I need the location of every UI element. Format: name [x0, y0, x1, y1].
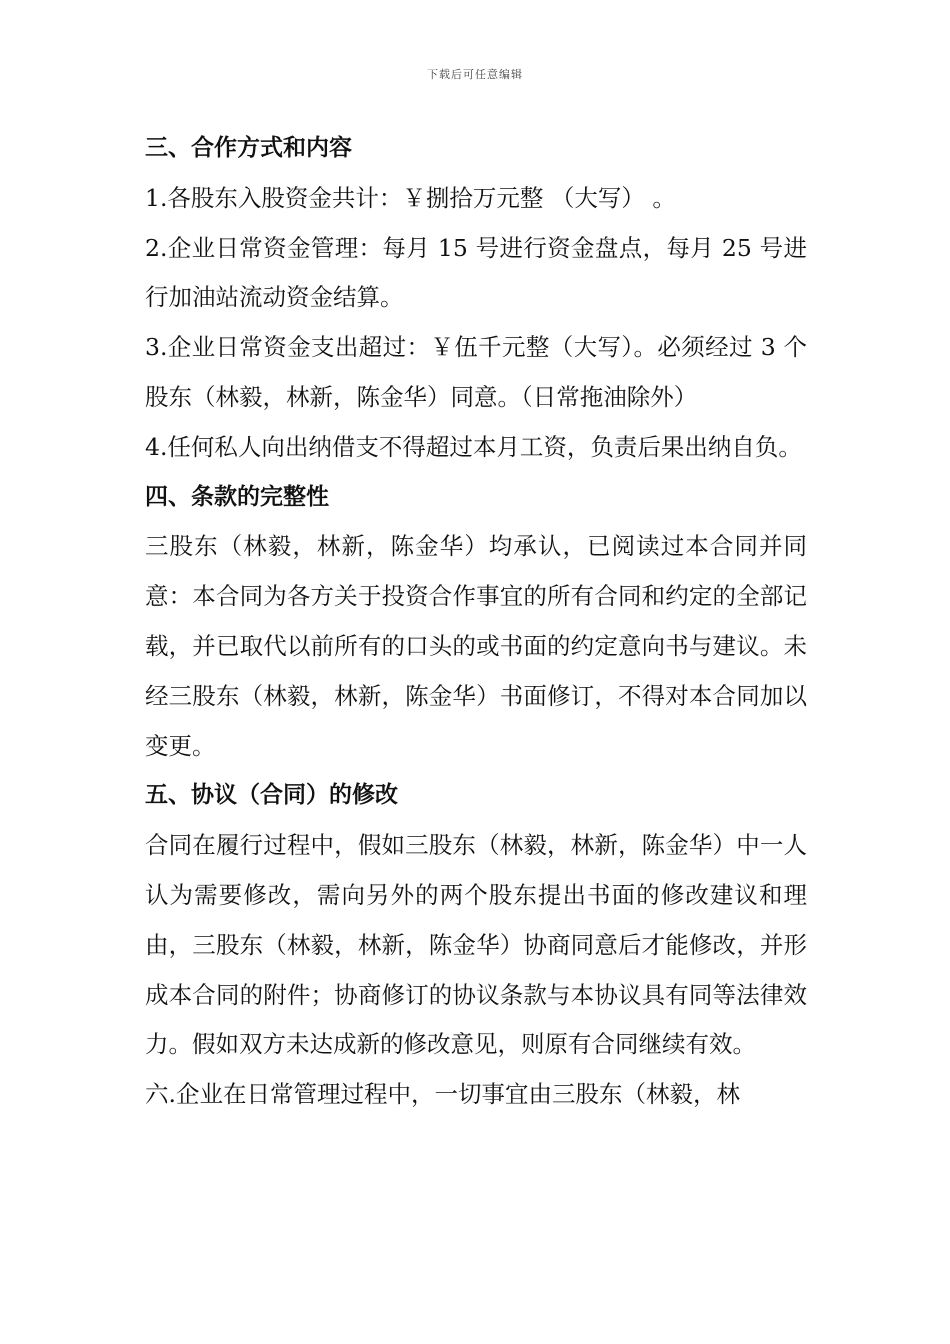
clause-2-fund-management: 2.企业日常资金管理：每月 15 号进行资金盘点，每月 25 号进行加油站流动资金结算。	[145, 233, 807, 312]
clause-3-expense-approval: 3.企业日常资金支出超过：￥伍千元整（大写）。必须经过 3 个股东（林毅，林新，陈金华）同意。（日常拖油除外）	[145, 333, 807, 411]
section-heading-completeness: 四、条款的完整性	[145, 483, 329, 510]
clause-6-daily-management: 六.企业在日常管理过程中，一切事宜由三股东（林毅，林	[145, 1080, 740, 1109]
clause-4-personal-advance: 4.任何私人向出纳借支不得超过本月工资，负责后果出纳自负。	[145, 432, 802, 461]
document-body	[145, 124, 807, 1120]
page-header: 下载后可任意编辑	[427, 68, 523, 81]
completeness-paragraph: 三股东（林毅，林新，陈金华）均承认，已阅读过本合同并同意：本合同为各方关于投资合作事宜的所有合同和约定的全部记载，并已取代以前所有的口头的或书面的约定意向书与建议。未经三股东（林毅，林新，陈金华）书面修订，不得对本合同加以变更。	[145, 532, 807, 760]
clause-1-investment-total: 1.各股东入股资金共计：￥捌拾万元整 （大写） 。	[145, 183, 676, 212]
section-heading-amendment: 五、协议（合同）的修改	[145, 782, 398, 809]
amendment-paragraph: 合同在履行过程中，假如三股东（林毅，林新，陈金华）中一人认为需要修改，需向另外的两个股东提出书面的修改建议和理由，三股东（林毅，林新，陈金华）协商同意后才能修改，并形成本合同的附件；协商修订的协议条款与本协议具有同等法律效力。假如双方未达成新的修改意见，则原有合同继续有效。	[145, 831, 807, 1059]
section-heading-cooperation: 三、合作方式和内容	[145, 135, 352, 161]
